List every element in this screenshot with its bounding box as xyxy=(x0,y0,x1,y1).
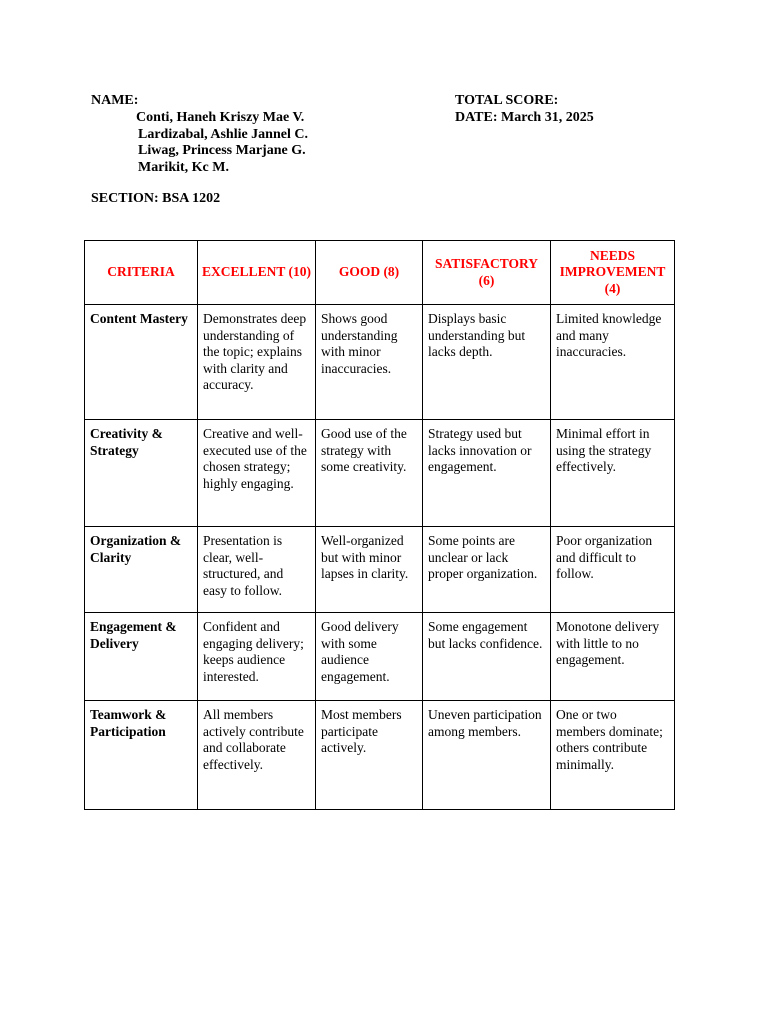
date-label: DATE: March 31, 2025 xyxy=(455,110,594,125)
name-label: NAME: xyxy=(91,93,139,108)
excellent-cell: Demonstrates deep understanding of the topic; explains with clarity and accuracy. xyxy=(198,305,316,420)
excellent-cell: All members actively contribute and collaborate effectively. xyxy=(198,701,316,810)
table-row xyxy=(85,527,675,613)
column-header-excellent: EXCELLENT (10) xyxy=(198,241,316,305)
good-cell: Shows good understanding with minor inaccuracies. xyxy=(316,305,423,420)
satisfactory-cell: Uneven participation among members. xyxy=(423,701,551,810)
criteria-cell: Teamwork & Participation xyxy=(85,701,198,810)
member-name: Lardizabal, Ashlie Jannel C. xyxy=(138,126,308,142)
criteria-cell: Organization & Clarity xyxy=(85,527,198,613)
criteria-cell: Content Mastery xyxy=(85,305,198,420)
rubric-header-row xyxy=(85,241,675,305)
total-score-label: TOTAL SCORE: xyxy=(455,93,559,108)
criteria-cell: Creativity & Strategy xyxy=(85,420,198,527)
excellent-cell: Confident and engaging delivery; keeps audience interested. xyxy=(198,613,316,701)
needs-improvement-cell: Limited knowledge and many inaccuracies. xyxy=(551,305,675,420)
table-row xyxy=(85,305,675,420)
column-header-good: GOOD (8) xyxy=(316,241,423,305)
table-row xyxy=(85,613,675,701)
satisfactory-cell: Strategy used but lacks innovation or engagement. xyxy=(423,420,551,527)
satisfactory-cell: Some points are unclear or lack proper organization. xyxy=(423,527,551,613)
column-header-criteria: CRITERIA xyxy=(85,241,198,305)
member-name: Marikit, Kc M. xyxy=(138,159,229,175)
member-name: Conti, Haneh Kriszy Mae V. xyxy=(136,110,305,125)
excellent-cell: Creative and well-executed use of the chosen strategy; highly engaging. xyxy=(198,420,316,527)
rubric-table xyxy=(84,240,675,810)
good-cell: Good delivery with some audience engagement. xyxy=(316,613,423,701)
needs-improvement-cell: One or two members dominate; others contribute minimally. xyxy=(551,701,675,810)
good-cell: Most members participate actively. xyxy=(316,701,423,810)
column-header-satisfactory: SATISFACTORY (6) xyxy=(423,241,551,305)
section-label: SECTION: BSA 1202 xyxy=(91,191,221,206)
needs-improvement-cell: Poor organization and difficult to follow. xyxy=(551,527,675,613)
table-row xyxy=(85,420,675,527)
member-name: Liwag, Princess Marjane G. xyxy=(138,143,306,158)
criteria-cell: Engagement & Delivery xyxy=(85,613,198,701)
excellent-cell: Presentation is clear, well-structured, and easy to follow. xyxy=(198,527,316,613)
good-cell: Well-organized but with minor lapses in clarity. xyxy=(316,527,423,613)
table-row xyxy=(85,701,675,810)
satisfactory-cell: Some engagement but lacks confidence. xyxy=(423,613,551,701)
needs-improvement-cell: Minimal effort in using the strategy effectively. xyxy=(551,420,675,527)
column-header-needs-improvement: NEEDS IMPROVEMENT (4) xyxy=(551,241,675,305)
member-list xyxy=(136,110,308,176)
satisfactory-cell: Displays basic understanding but lacks depth. xyxy=(423,305,551,420)
good-cell: Good use of the strategy with some creativity. xyxy=(316,420,423,527)
needs-improvement-cell: Monotone delivery with little to no engagement. xyxy=(551,613,675,701)
